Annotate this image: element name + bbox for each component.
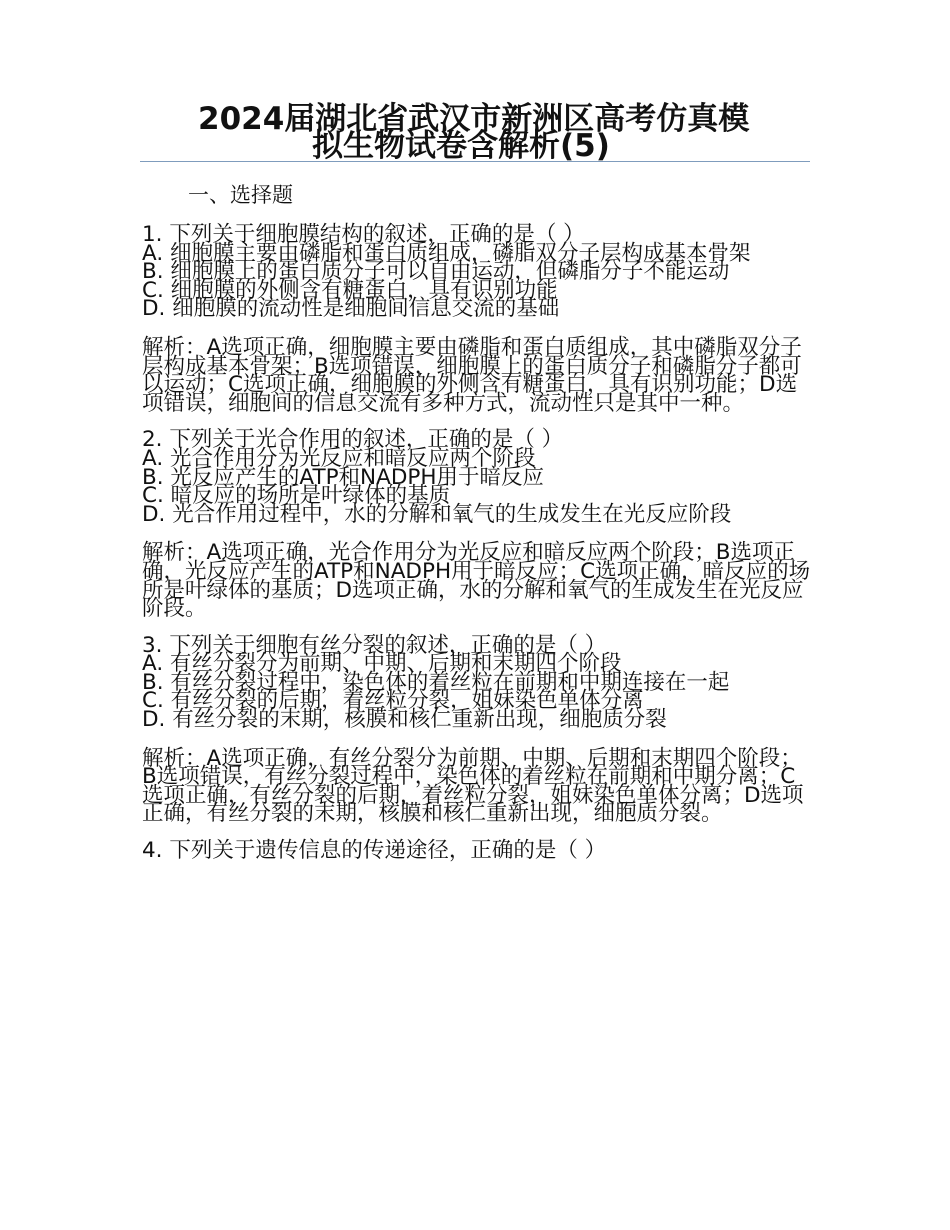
question-4 <box>142 838 812 864</box>
option-d: D. 光合作用过程中，水的分解和氧气的生成发生在光反应阶段 <box>142 501 732 527</box>
question-stem: 3. 下列关于细胞有丝分裂的叙述，正确的是（ ） <box>142 632 607 658</box>
option-b: B. 有丝分裂过程中，染色体的着丝粒在前期和中期连接在一起 <box>142 669 730 695</box>
option-a: A. 光合作用分为光反应和暗反应两个阶段 <box>142 445 536 471</box>
question-1 <box>142 222 812 416</box>
question-analysis: 解析：A选项正确，有丝分裂分为前期、中期、后期和末期四个阶段；B选项错误，有丝分裂过程中，染色体的着丝粒在前期和中期分离；C选项正确，有丝分裂的后期，着丝粒分裂，姐妹染色单体分离；D选项正确，有丝分裂的末期，核膜和核仁重新出现，细胞质分裂。 <box>142 745 804 827</box>
question-stem: 4. 下列关于遗传信息的传递途径，正确的是（ ） <box>142 838 607 864</box>
option-d: D. 细胞膜的流动性是细胞间信息交流的基础 <box>142 296 560 322</box>
question-analysis: 解析：A选项正确，光合作用分为光反应和暗反应两个阶段；B选项正确，光反应产生的ATP和NADPH用于暗反应；C选项正确，暗反应的场所是叶绿体的基质；D选项正确，水的分解和氧气的生成发生在光反应阶段。 <box>142 540 811 622</box>
option-b: B. 细胞膜上的蛋白质分子可以自由运动，但磷脂分子不能运动 <box>142 259 730 285</box>
option-c: C. 有丝分裂的后期，着丝粒分裂，姐妹染色单体分离 <box>142 688 644 714</box>
option-a: A. 细胞膜主要由磷脂和蛋白质组成，磷脂双分子层构成基本骨架 <box>142 240 751 266</box>
question-analysis: 解析：A选项正确，细胞膜主要由磷脂和蛋白质组成，其中磷脂双分子层构成基本骨架；B选项错误，细胞膜上的蛋白质分子和磷脂分子都可以运动；C选项正确，细胞膜的外侧含有糖蛋白，具有识别功能；D选项错误，细胞间的信息交流有多种方式，流动性只是其中一种。 <box>142 334 802 416</box>
option-b: B. 光反应产生的ATP和NADPH用于暗反应 <box>142 464 545 490</box>
question-2 <box>142 427 812 622</box>
option-c: C. 暗反应的场所是叶绿体的基质 <box>142 483 451 509</box>
option-c: C. 细胞膜的外侧含有糖蛋白，具有识别功能 <box>142 277 558 303</box>
title-underline <box>140 161 810 162</box>
title-line-2: 拟生物试卷含解析(5) <box>312 128 610 164</box>
question-stem: 2. 下列关于光合作用的叙述，正确的是（ ） <box>142 427 564 453</box>
question-3 <box>142 632 812 827</box>
title-line-1: 2024届湖北省武汉市新洲区高考仿真模 <box>198 101 750 137</box>
question-list <box>142 222 812 864</box>
option-d: D. 有丝分裂的末期，核膜和核仁重新出现，细胞质分裂 <box>142 707 667 733</box>
option-a: A. 有丝分裂分为前期、中期、后期和末期四个阶段 <box>142 651 622 677</box>
document-title <box>140 101 810 164</box>
section-heading: 一、选择题 <box>188 183 293 207</box>
question-stem: 1. 下列关于细胞膜结构的叙述，正确的是（ ） <box>142 222 585 247</box>
